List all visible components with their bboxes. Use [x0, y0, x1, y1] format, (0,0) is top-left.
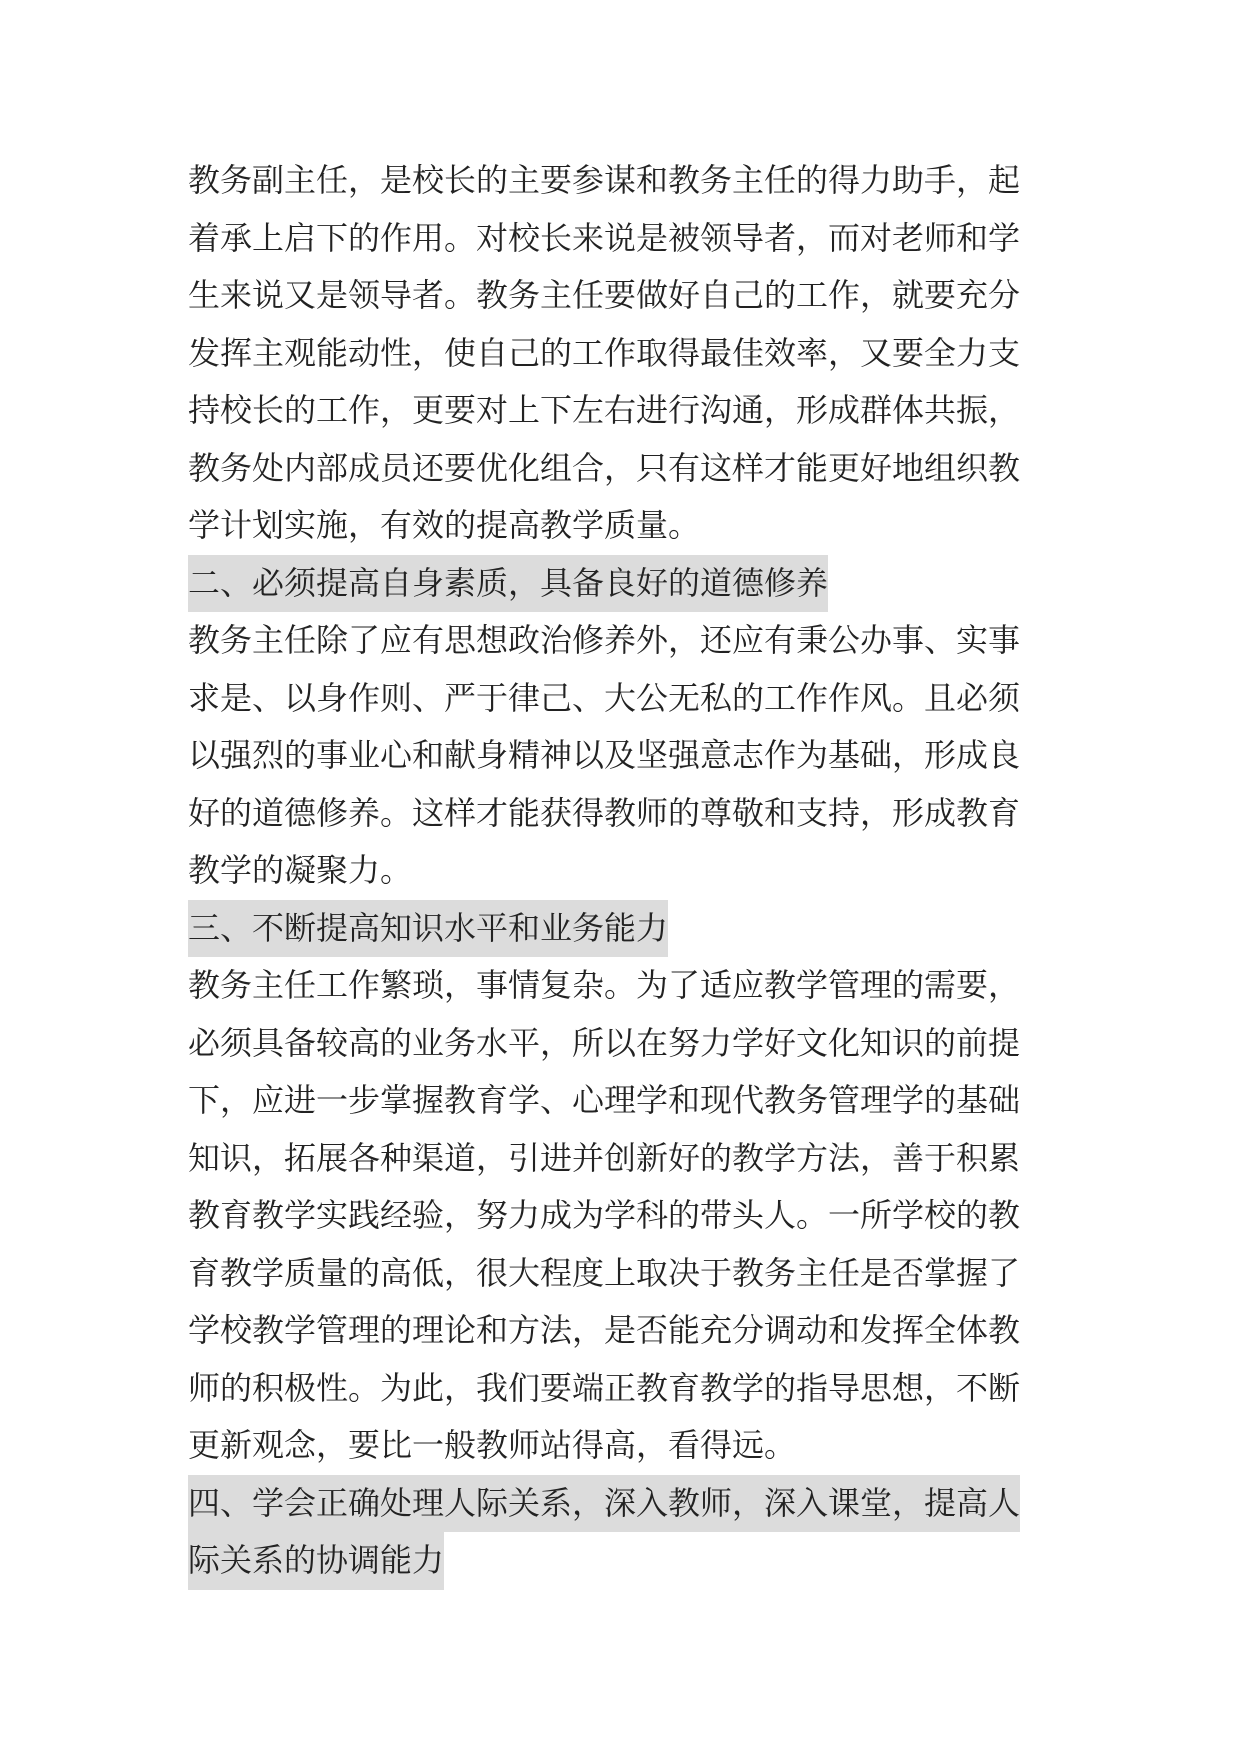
paragraph-line: 教务处内部成员还要优化组合，只有这样才能更好地组织教 [188, 448, 1021, 487]
heading-text: 四、学会正确处理人际关系，深入教师，深入课堂，提高人 [188, 1475, 1020, 1533]
paragraph-line: 好的道德修养。这样才能获得教师的尊敬和支持，形成教育 [188, 793, 1021, 832]
paragraph-line: 求是、以身作则、严于律己、大公无私的工作作风。且必须 [188, 678, 1021, 717]
heading-text: 二、必须提高自身素质，具备良好的道德修养 [188, 555, 828, 613]
paragraph-line: 育教学质量的高低，很大程度上取决于教务主任是否掌握了 [188, 1253, 1021, 1292]
heading-text: 际关系的协调能力 [188, 1532, 444, 1590]
body-paragraph [188, 152, 1058, 555]
paragraph-line: 着承上启下的作用。对校长来说是被领导者，而对老师和学 [188, 218, 1021, 257]
section-heading [188, 900, 1058, 958]
heading-line [188, 900, 1058, 958]
body-paragraph [188, 957, 1058, 1475]
paragraph-line: 持校长的工作，更要对上下左右进行沟通，形成群体共振， [188, 391, 1021, 429]
paragraph-line: 教育教学实践经验，努力成为学科的带头人。一所学校的教 [188, 1196, 1021, 1234]
paragraph-line: 教务副主任，是校长的主要参谋和教务主任的得力助手，起 [188, 161, 1021, 199]
section-heading [188, 555, 1058, 613]
document-body [188, 152, 1058, 1590]
paragraph-line: 更新观念，要比一般教师站得高，看得远。 [188, 1426, 797, 1464]
heading-line [188, 1532, 1058, 1590]
paragraph-line: 发挥主观能动性，使自己的工作取得最佳效率，又要全力支 [188, 333, 1021, 372]
paragraph-line: 教务主任除了应有思想政治修养外，还应有秉公办事、实事 [188, 621, 1021, 659]
paragraph-line: 师的积极性。为此，我们要端正教育教学的指导思想，不断 [188, 1368, 1021, 1407]
paragraph-line: 生来说又是领导者。教务主任要做好自己的工作，就要充分 [188, 276, 1021, 314]
heading-line [188, 555, 1058, 613]
heading-line [188, 1475, 1058, 1533]
paragraph-line: 必须具备较高的业务水平，所以在努力学好文化知识的前提 [188, 1023, 1021, 1062]
paragraph-line: 教学的凝聚力。 [188, 851, 413, 889]
paragraph-line: 学计划实施，有效的提高教学质量。 [188, 506, 701, 544]
paragraph-line: 教务主任工作繁琐，事情复杂。为了适应教学管理的需要， [188, 966, 1021, 1004]
heading-text: 三、不断提高知识水平和业务能力 [188, 900, 668, 958]
paragraph-line: 下，应进一步掌握教育学、心理学和现代教务管理学的基础 [188, 1081, 1021, 1119]
paragraph-line: 学校教学管理的理论和方法，是否能充分调动和发挥全体教 [188, 1311, 1021, 1349]
paragraph-line: 知识，拓展各种渠道，引进并创新好的教学方法，善于积累 [188, 1138, 1021, 1177]
body-paragraph [188, 612, 1058, 900]
section-heading [188, 1475, 1058, 1590]
paragraph-line: 以强烈的事业心和献身精神以及坚强意志作为基础，形成良 [188, 736, 1021, 774]
